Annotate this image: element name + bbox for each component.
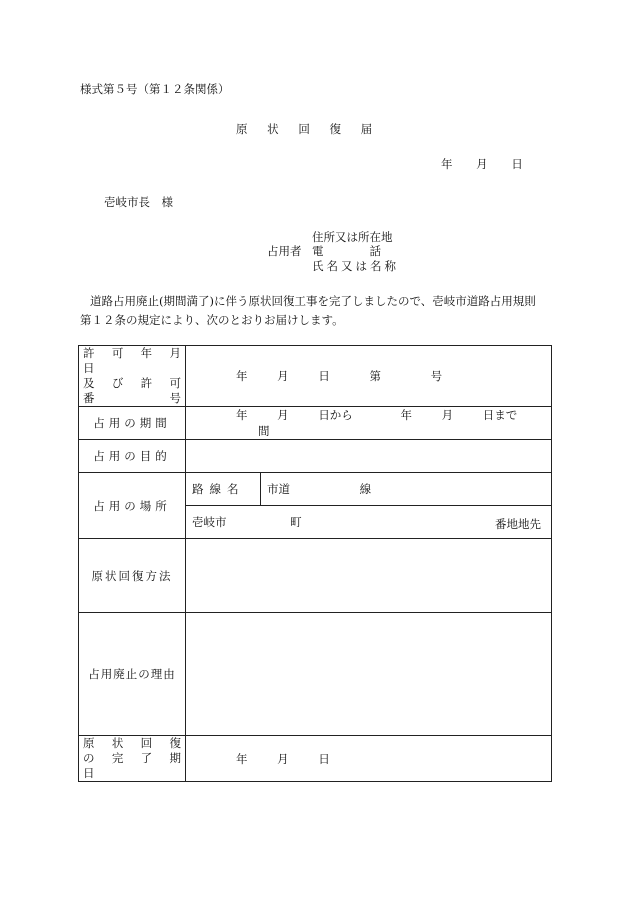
reason-value[interactable] bbox=[186, 613, 552, 736]
application-table bbox=[78, 345, 552, 782]
period-value[interactable] bbox=[186, 407, 552, 440]
route-prefix: 市道 bbox=[267, 482, 290, 496]
title-char: 回 bbox=[298, 122, 310, 136]
body-line-1: 道路占用廃止(期間満了)に伴う原状回復工事を完了しましたので、壱岐市道路占用規則 bbox=[90, 294, 536, 308]
row-method bbox=[79, 539, 552, 613]
occupier-label: 占用者 bbox=[267, 244, 302, 258]
period-from: 日から bbox=[318, 408, 353, 422]
telephone-label bbox=[312, 243, 381, 259]
period-month-until: 月 bbox=[441, 408, 454, 422]
row-period bbox=[79, 407, 552, 440]
method-value[interactable] bbox=[186, 539, 552, 613]
date-day: 日 bbox=[511, 157, 523, 171]
submission-date bbox=[441, 156, 543, 172]
telephone-label-b: 話 bbox=[369, 244, 381, 258]
title-char: 原 bbox=[236, 122, 248, 136]
permit-label-line-1: 許 可 年 月 日 bbox=[83, 346, 193, 375]
period-until: 日まで bbox=[482, 408, 518, 422]
address-city: 壱岐市 bbox=[192, 515, 227, 529]
address-town: 町 bbox=[290, 515, 302, 529]
telephone-label-a: 電 bbox=[312, 244, 324, 258]
period-between: 間 bbox=[258, 424, 270, 438]
row-purpose bbox=[79, 440, 552, 473]
document-title bbox=[236, 121, 388, 137]
purpose-label bbox=[79, 440, 186, 473]
form-number: 様式第５号（第１２条関係） bbox=[80, 82, 230, 96]
permit-label-line-2: 及 び 許 可 番 号 bbox=[83, 376, 193, 405]
permit-day: 日 bbox=[318, 369, 330, 383]
completion-value[interactable] bbox=[186, 736, 552, 782]
method-label-text: 原状回復方法 bbox=[91, 568, 173, 583]
method-label bbox=[79, 539, 186, 613]
row-reason bbox=[79, 613, 552, 736]
title-char: 復 bbox=[329, 122, 341, 136]
purpose-value[interactable] bbox=[186, 440, 552, 473]
permit-number-suffix: 号 bbox=[430, 369, 443, 383]
route-name-value[interactable] bbox=[261, 473, 552, 506]
permit-year: 年 bbox=[236, 369, 248, 383]
permit-value[interactable] bbox=[186, 346, 552, 407]
body-text bbox=[80, 292, 560, 330]
period-label bbox=[79, 407, 186, 440]
date-month: 月 bbox=[476, 157, 488, 171]
period-year-until: 年 bbox=[400, 408, 412, 422]
permit-month: 月 bbox=[277, 369, 289, 383]
reason-label-text: 占用廃止の理由 bbox=[88, 667, 176, 681]
row-location-route bbox=[79, 473, 552, 506]
location-label bbox=[79, 473, 186, 539]
addressee: 壱岐市長 様 bbox=[104, 195, 173, 209]
permit-label bbox=[79, 346, 193, 407]
body-line-2: 第１２条の規定により、次のとおりお届けします。 bbox=[80, 313, 344, 327]
completion-year: 年 bbox=[236, 751, 248, 766]
completion-label-line-2: の 完 了 期 日 bbox=[83, 751, 193, 780]
completion-month: 月 bbox=[277, 751, 289, 766]
row-completion bbox=[79, 736, 552, 782]
purpose-label-text: 占用の目的 bbox=[93, 449, 171, 463]
name-label: 氏名又は名称 bbox=[312, 259, 399, 273]
route-suffix: 線 bbox=[359, 482, 372, 496]
completion-label-line-1: 原 状 回 復 bbox=[83, 736, 181, 750]
row-permit bbox=[79, 346, 552, 407]
title-char: 状 bbox=[267, 122, 279, 136]
period-label-text: 占用の期間 bbox=[93, 416, 171, 430]
date-year: 年 bbox=[441, 157, 453, 171]
title-char: 届 bbox=[360, 122, 373, 136]
location-label-text: 占用の場所 bbox=[93, 498, 171, 513]
permit-number-prefix: 第 bbox=[369, 369, 381, 383]
period-month-from: 月 bbox=[277, 408, 289, 422]
completion-label bbox=[79, 736, 193, 782]
period-year-from: 年 bbox=[236, 408, 248, 422]
reason-label bbox=[79, 613, 186, 736]
completion-day: 日 bbox=[318, 751, 330, 766]
address-lot: 番地地先 bbox=[495, 517, 541, 531]
address-label: 住所又は所在地 bbox=[312, 230, 393, 244]
location-address-value[interactable] bbox=[186, 506, 552, 539]
route-name-label: 路線名 bbox=[186, 473, 261, 506]
